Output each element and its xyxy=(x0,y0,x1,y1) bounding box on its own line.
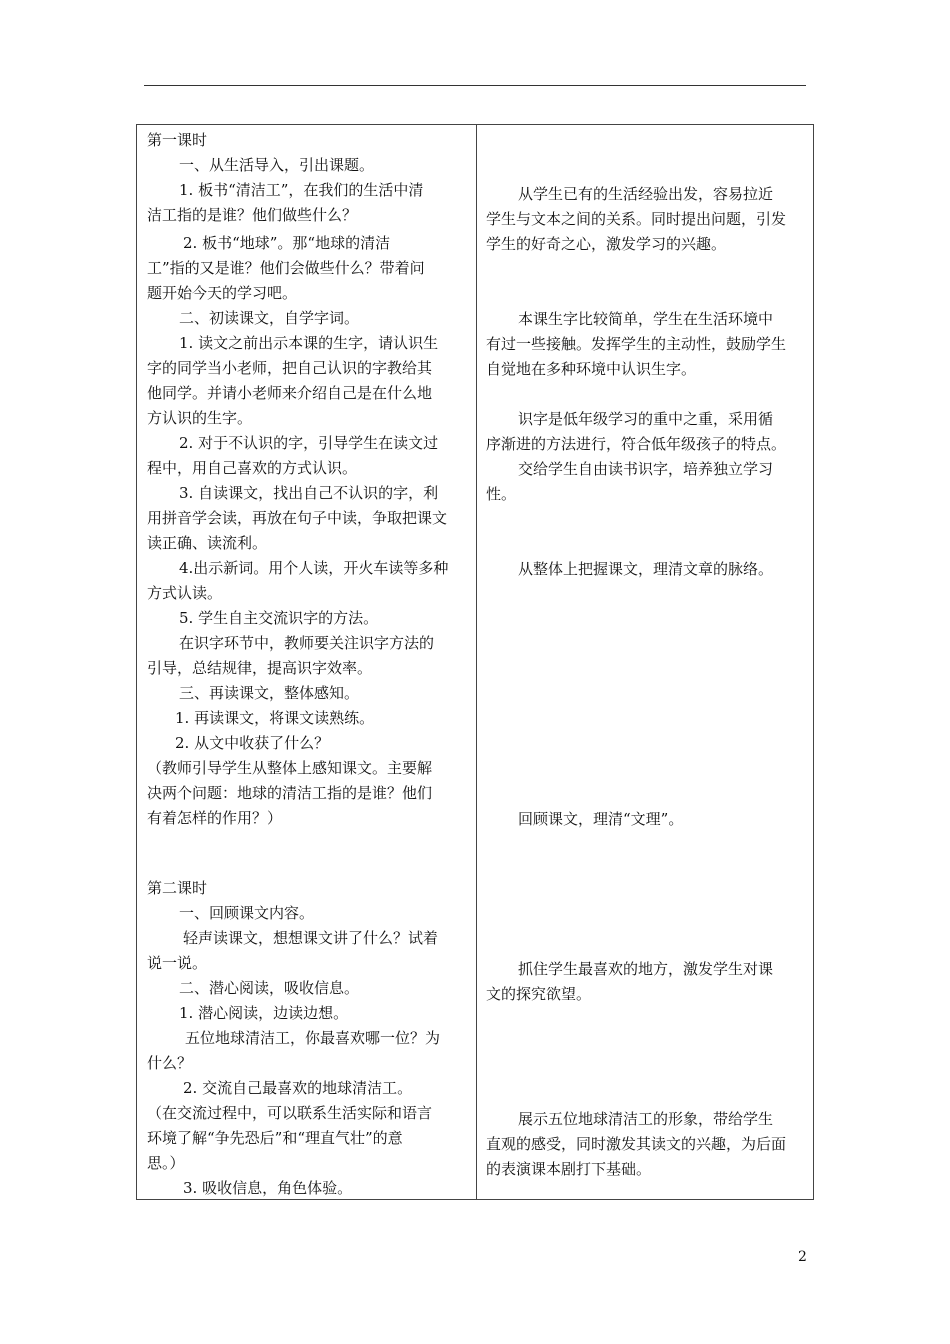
text-line: 3. 吸收信息，角色体验。 xyxy=(183,1179,353,1197)
text-line: 环境了解“争先恐后”和“理直气壮”的意 xyxy=(147,1129,403,1147)
text-line: 本课生字比较简单，学生在生活环境中 xyxy=(518,310,774,328)
text-line: 五位地球清洁工，你最喜欢哪一位？为 xyxy=(185,1029,441,1047)
text-line: 他同学。并请小老师来介绍自己是在什么地 xyxy=(147,384,433,402)
text-line: 什么？ xyxy=(147,1054,193,1072)
text-line: 二、初读课文，自学字词。 xyxy=(179,309,360,327)
text-line: 1. 再读课文，将课文读熟练。 xyxy=(175,709,375,727)
text-line: 2. 板书“地球”。那“地球的清洁 xyxy=(183,234,391,252)
text-line: 洁工指的是谁？他们做些什么？ xyxy=(147,206,358,224)
text-line: 三、再读课文，整体感知。 xyxy=(179,684,360,702)
text-line: 1. 读文之前出示本课的生字，请认识生 xyxy=(179,334,439,352)
text-line: 在识字环节中，教师要关注识字方法的 xyxy=(179,634,435,652)
text-line: 第二课时 xyxy=(147,879,208,897)
text-line: 展示五位地球清洁工的形象，带给学生 xyxy=(518,1110,774,1128)
text-line: 思。） xyxy=(147,1154,185,1172)
column-divider xyxy=(476,125,477,1199)
text-line: 有着怎样的作用？） xyxy=(147,809,283,827)
text-line: 1. 潜心阅读，边读边想。 xyxy=(179,1004,349,1022)
text-line: 工”指的又是谁？他们会做些什么？带着问 xyxy=(147,259,425,277)
text-line: 方式认读。 xyxy=(147,584,223,602)
text-line: （在交流过程中，可以联系生活实际和语言 xyxy=(147,1104,433,1122)
page-number: 2 xyxy=(798,1249,807,1265)
text-line: 从学生已有的生活经验出发，容易拉近 xyxy=(518,185,774,203)
text-line: 自觉地在多种环境中认识生字。 xyxy=(486,360,697,378)
text-line: 字的同学当小老师，把自己认识的字教给其 xyxy=(147,359,433,377)
text-line: 有过一些接触。发挥学生的主动性，鼓励学生 xyxy=(486,335,787,353)
text-line: 一、回顾课文内容。 xyxy=(179,904,315,922)
text-line: 文的探究欲望。 xyxy=(486,985,592,1003)
text-line: 从整体上把握课文，理清文章的脉络。 xyxy=(518,560,774,578)
text-line: 识字是低年级学习的重中之重，采用循 xyxy=(518,410,774,428)
text-line: 用拼音学会读，再放在句子中读，争取把课文 xyxy=(147,509,448,527)
text-line: 直观的感受，同时激发其读文的兴趣，为后面 xyxy=(486,1135,787,1153)
text-line: 轻声读课文，想想课文讲了什么？试着 xyxy=(183,929,439,947)
text-line: 学生的好奇之心，激发学习的兴趣。 xyxy=(486,235,727,253)
text-line: 2. 交流自己最喜欢的地球清洁工。 xyxy=(183,1079,413,1097)
text-line: 3. 自读课文，找出自己不认识的字，利 xyxy=(179,484,439,502)
text-line: 抓住学生最喜欢的地方，激发学生对课 xyxy=(518,960,774,978)
text-line: 题开始今天的学习吧。 xyxy=(147,284,298,302)
text-line: （教师引导学生从整体上感知课文。主要解 xyxy=(147,759,433,777)
text-line: 回顾课文，理清“文理”。 xyxy=(518,810,684,828)
header-rule xyxy=(144,85,806,86)
text-line: 一、从生活导入，引出课题。 xyxy=(179,156,375,174)
text-line: 序渐进的方法进行，符合低年级孩子的特点。 xyxy=(486,435,787,453)
text-line: 方认识的生字。 xyxy=(147,409,253,427)
text-line: 性。 xyxy=(486,485,517,503)
text-line: 的表演课本剧打下基础。 xyxy=(486,1160,652,1178)
text-line: 2. 从文中收获了什么？ xyxy=(175,734,330,752)
text-line: 引导，总结规律，提高识字效率。 xyxy=(147,659,373,677)
text-line: 说一说。 xyxy=(147,954,208,972)
text-line: 第一课时 xyxy=(147,131,208,149)
text-line: 1. 板书“清洁工”，在我们的生活中清 xyxy=(179,181,424,199)
text-line: 读正确、读流利。 xyxy=(147,534,268,552)
text-line: 4.出示新词。用个人读，开火车读等多种 xyxy=(179,559,449,577)
text-line: 二、潜心阅读，吸收信息。 xyxy=(179,979,360,997)
text-line: 程中，用自己喜欢的方式认识。 xyxy=(147,459,358,477)
text-line: 决两个问题：地球的清洁工指的是谁？他们 xyxy=(147,784,433,802)
lesson-plan-table xyxy=(136,124,814,1200)
text-line: 2. 对于不认识的字，引导学生在读文过 xyxy=(179,434,439,452)
text-line: 交给学生自由读书识字，培养独立学习 xyxy=(518,460,774,478)
text-line: 学生与文本之间的关系。同时提出问题，引发 xyxy=(486,210,787,228)
text-line: 5. 学生自主交流识字的方法。 xyxy=(179,609,379,627)
